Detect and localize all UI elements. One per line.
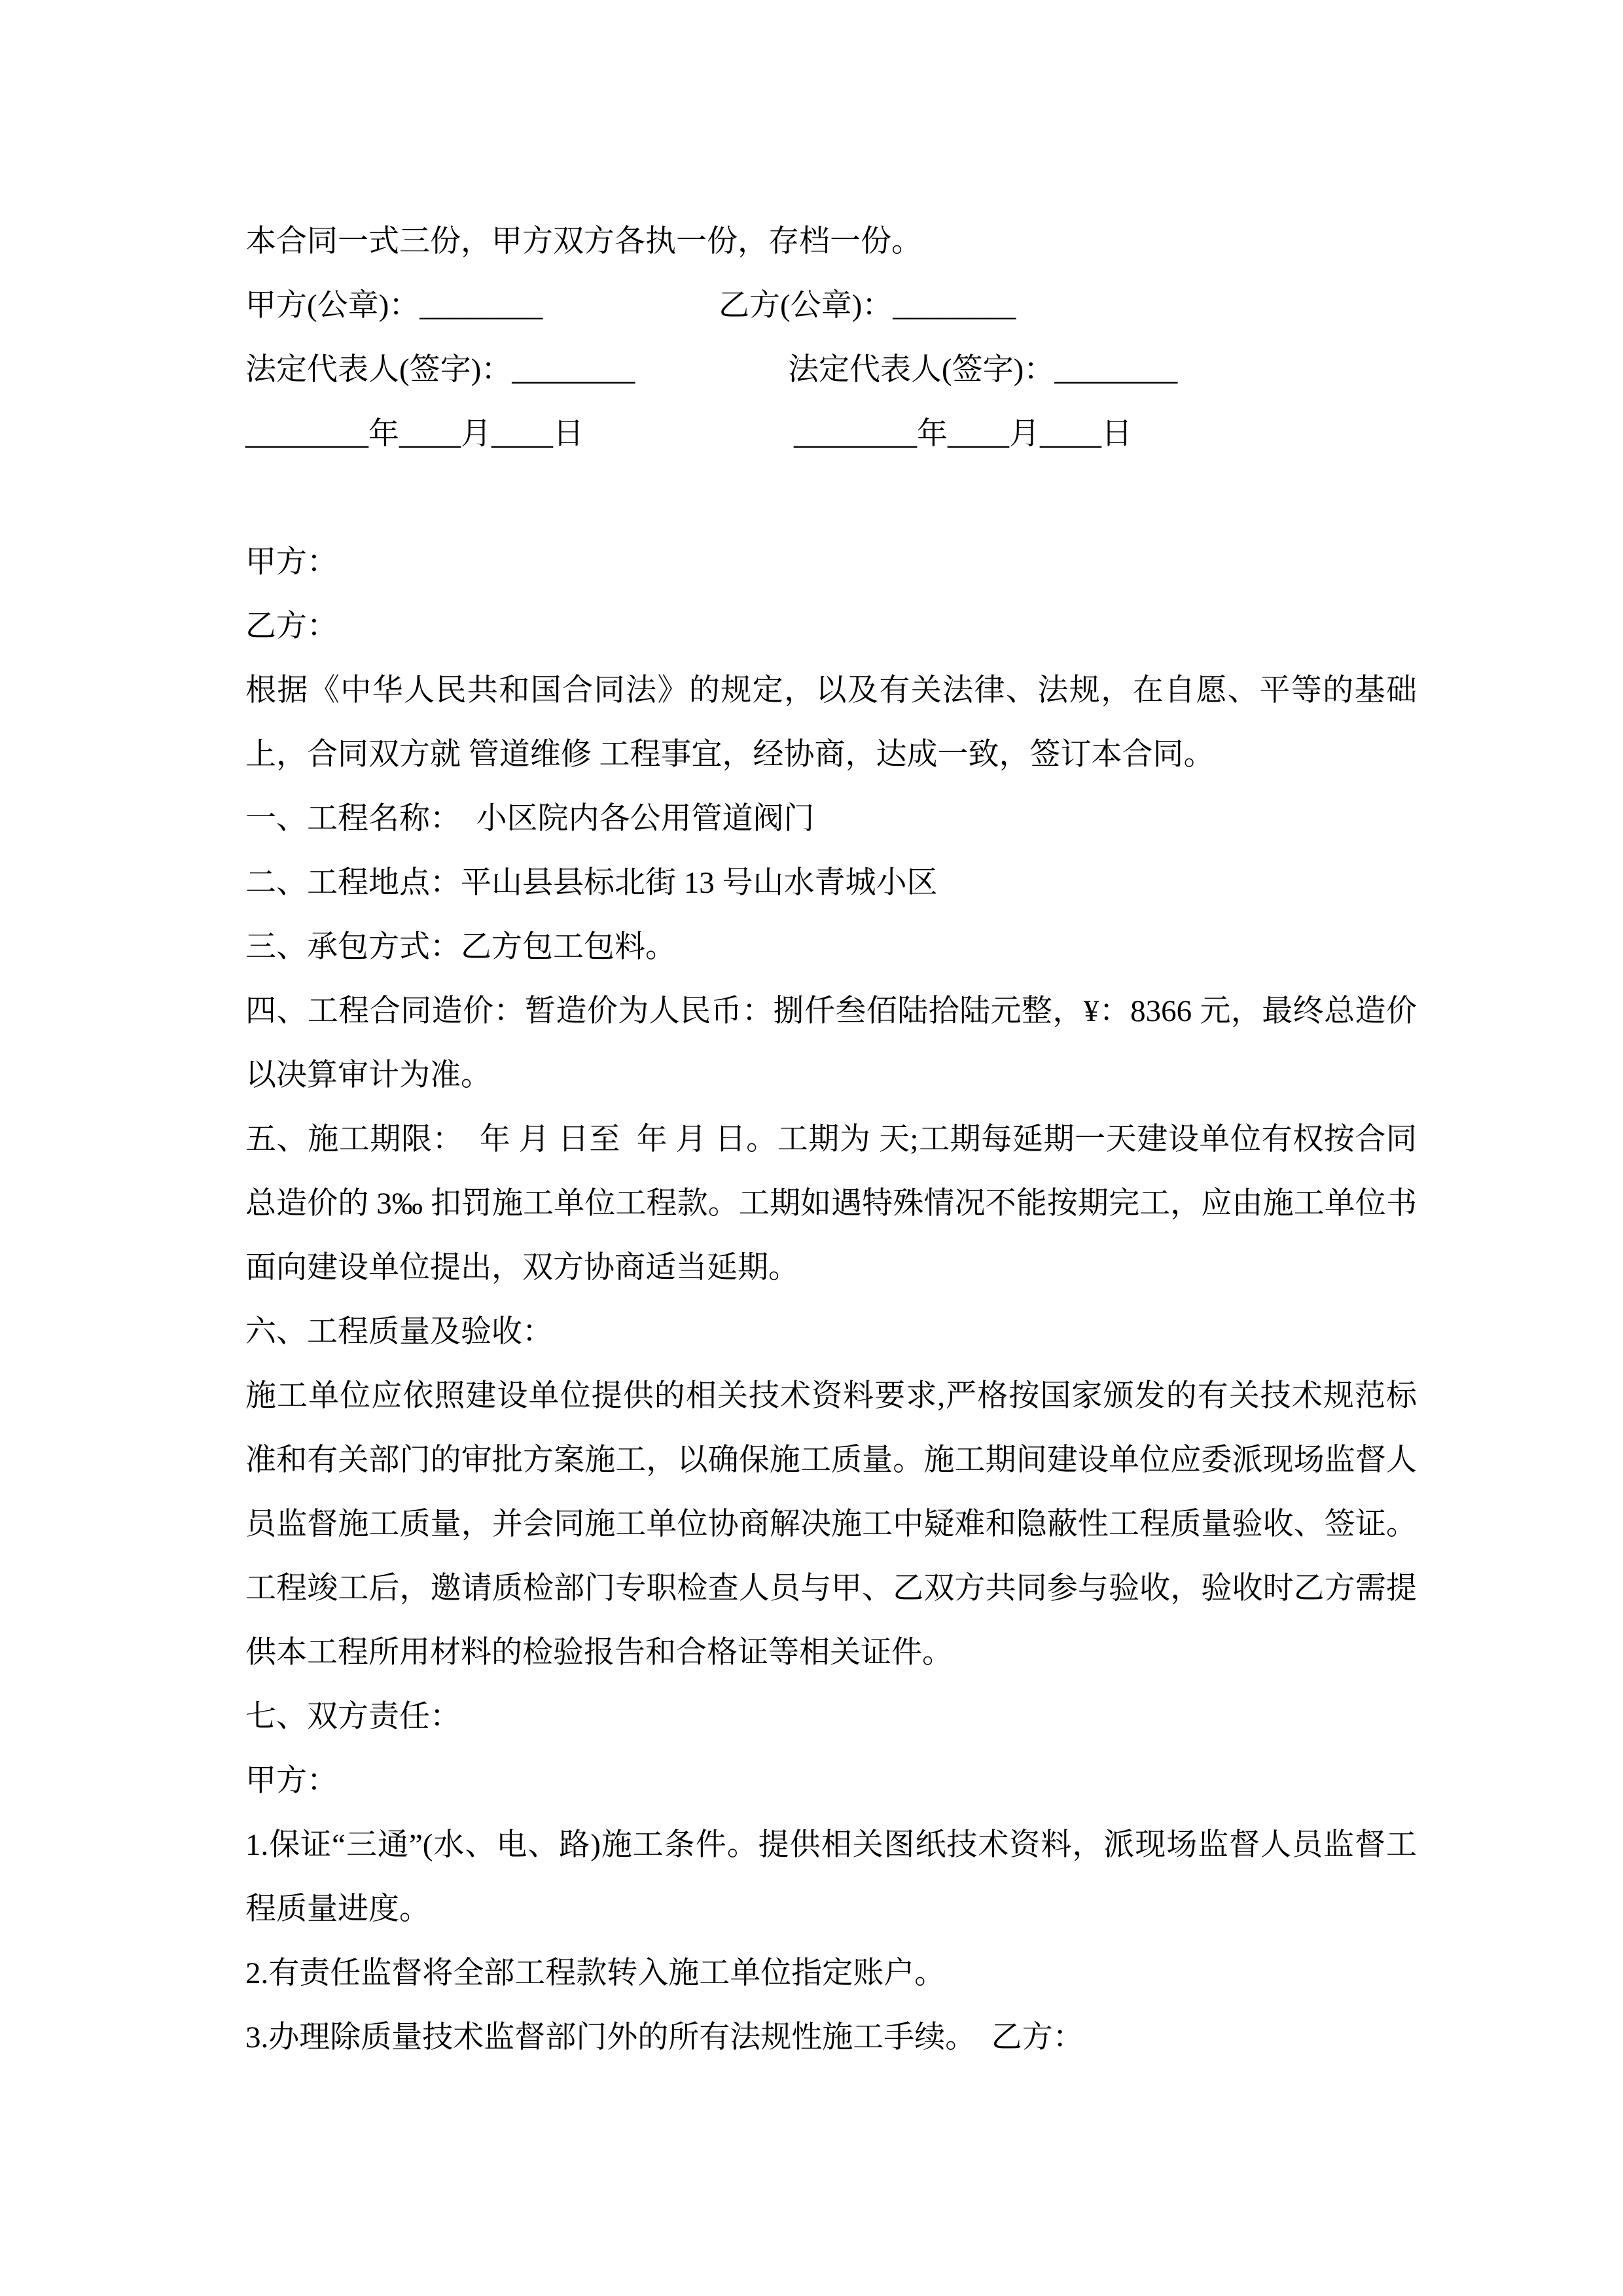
clause-contract-price: 四、工程合同造价：暂造价为人民币：捌仟叁佰陆拾陆元整，¥：8366 元，最终总造价以决算审计为准。 — [245, 994, 1417, 1092]
party-a-duties-label: 甲方： — [245, 1764, 338, 1798]
clause-quality-acceptance-text: 施工单位应依照建设单位提供的相关技术资料要求,严格按国家颁发的有关技术规范标准和有关部门的审批方案施工，以确保施工质量。施工期间建设单位应委派现场监督人员监督施工质量，并会同施工单位协商解决施工中疑难和隐蔽性工程质量验收、签证。工程竣工后，邀请质检部门专职检查人员与甲、乙双方共同参与验收，验收时乙方需提供本工程所用材料的检验报告和合格证等相关证件。 — [245, 1379, 1417, 1670]
clause-quality-acceptance-title: 六、工程质量及验收： — [245, 1315, 553, 1349]
contract-copies-line: 本合同一式三份，甲方双方各执一份，存档一份。 — [245, 224, 922, 259]
party-b-label: 乙方： — [245, 609, 338, 643]
party-a-seal-blank: 甲方(公章)：________ — [245, 289, 543, 323]
clause-contracting-method: 三、承包方式：乙方包工包料。 — [245, 930, 676, 964]
party-a-label: 甲方： — [245, 545, 338, 579]
party-a-duty-2: 2.有责任监督将全部工程款转入施工单位指定账户。 — [245, 1956, 946, 1990]
party-a-representative-blank: 法定代表人(签字)：________ — [245, 353, 635, 387]
party-b-date-blank: ________年____月____日 — [794, 417, 1132, 451]
blank-line-spacer — [245, 466, 1417, 530]
party-a-date-blank: ________年____月____日 — [245, 417, 584, 451]
date-row — [245, 402, 1417, 466]
clause-construction-period: 五、施工期限： 年 月 日至 年 月 日。工期为 天;工期每延期一天建设单位有权按合同总造价的 3‰ 扣罚施工单位工程款。工期如遇特殊情况不能按期完工，应由施工单位书面向建设单位提出，双方协商适当延期。 — [245, 1122, 1417, 1285]
party-a-duty-1: 1.保证“三通”(水、电、路)施工条件。提供相关图纸技术资料，派现场监督人员监督工程质量进度。 — [245, 1828, 1417, 1926]
legal-representative-row — [245, 338, 1417, 402]
contract-preamble: 根据《中华人民共和国合同法》的规定，以及有关法律、法规，在自愿、平等的基础上，合同双方就 管道维修 工程事宜，经协商，达成一致，签订本合同。 — [245, 673, 1417, 772]
clause-project-name: 一、工程名称： 小区院内各公用管道阀门 — [245, 802, 815, 836]
party-b-seal-blank: 乙方(公章)：________ — [719, 289, 1016, 323]
seal-signature-row — [245, 274, 1417, 338]
document-body — [245, 209, 1417, 2070]
clause-project-location: 二、工程地点：平山县县标北街 13 号山水青城小区 — [245, 866, 938, 900]
clause-responsibilities-title: 七、双方责任： — [245, 1700, 461, 1734]
party-a-duty-3: 3.办理除质量技术监督部门外的所有法规性施工手续。 乙方： — [245, 2020, 1084, 2054]
party-b-representative-blank: 法定代表人(签字)：________ — [788, 353, 1178, 387]
